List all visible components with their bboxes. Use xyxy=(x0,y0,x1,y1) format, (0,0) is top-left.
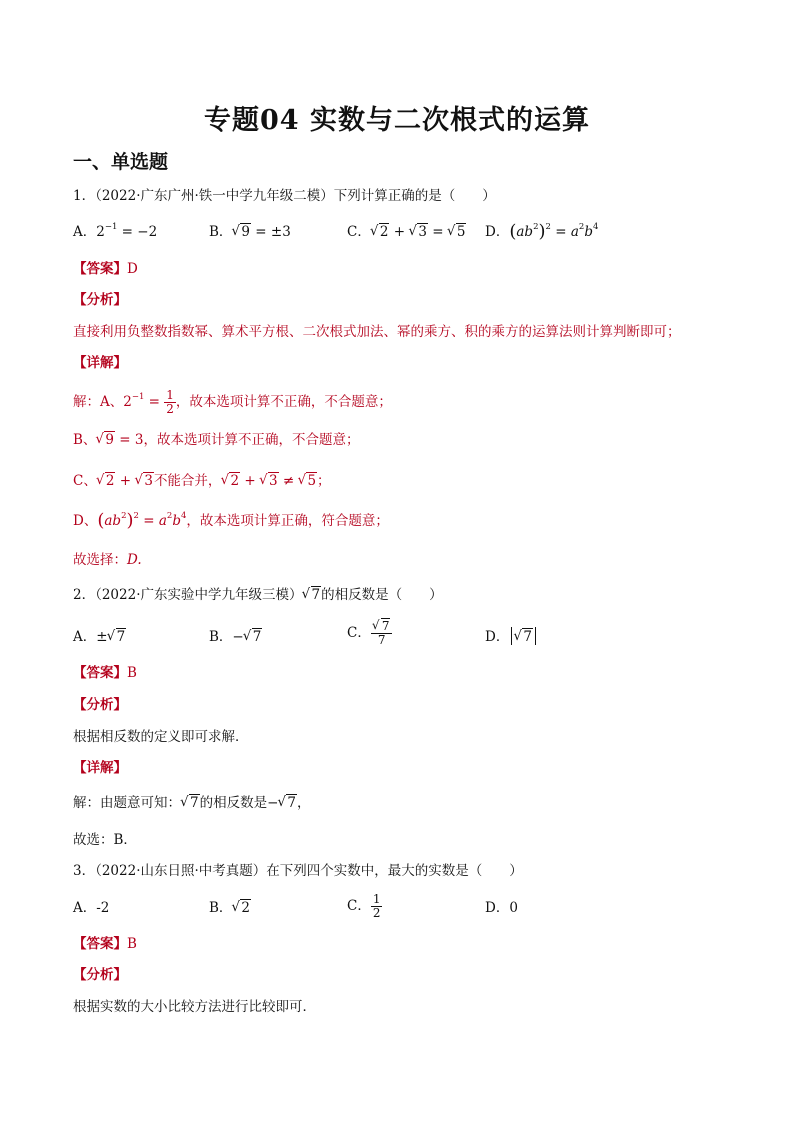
q1-detail-b: B、√ 9 = 3，故本选项计算不正确，不合题意； xyxy=(73,430,360,450)
q3-analysis-text: 根据实数的大小比较方法进行比较即可． xyxy=(73,999,316,1015)
q2-option-b: B．−√ 7 xyxy=(209,627,262,647)
q2-answer: 【答案】B xyxy=(73,665,137,681)
q2-analysis-heading: 【分析】 xyxy=(73,697,127,713)
q3-option-a: A．-2 xyxy=(73,900,110,916)
q2-option-c: C． √ $\frac{7}{7}$ xyxy=(347,620,392,647)
q3-option-b: B．√ 2 xyxy=(209,898,251,918)
q1-analysis-text: 直接利用负整数指数幂、算术平方根、二次根式加法、幂的乘方、积的乘方的运算法则计算判断即可； xyxy=(73,324,681,340)
q1-option-d: D．$(ab^2)^2 = a^2b^4$ xyxy=(485,221,599,242)
q1-analysis-heading: 【分析】 xyxy=(73,292,127,308)
q1-option-c: C．√ 2 + √ 3 = √ 5 xyxy=(347,222,466,242)
q2-detail-heading: 【详解】 xyxy=(73,760,127,776)
q2-option-a: A．±√ 7 xyxy=(73,627,126,647)
q1-detail-c: C、√ 2 + √ 3不能合并，√ 2 + √ 3 ≠ √ 5； xyxy=(73,471,331,491)
q2-conclusion: 故选：B． xyxy=(73,832,137,848)
page-title: 专题04 实数与二次根式的运算 xyxy=(204,105,590,136)
section-heading: 一、单选题 xyxy=(73,151,169,173)
q1-answer: 【答案】D xyxy=(73,261,138,277)
q2-detail: 解：由题意可知：√ 7的相反数是−√ 7， xyxy=(73,793,311,813)
q1-detail-heading: 【详解】 xyxy=(73,355,127,371)
q1-detail-a: 解：A、$2^{-1}$ = $\frac{1}{2}$ ，故本选项计算不正确，不合题意； xyxy=(73,388,392,416)
q3-analysis-heading: 【分析】 xyxy=(73,967,127,983)
q1-conclusion: 故选择：D. xyxy=(73,552,142,568)
q3-option-c: C． $\frac{1}{2}$ xyxy=(347,892,381,920)
q1-stem: 1．（2022·广东广州·铁一中学九年级二模）下列计算正确的是（ ） xyxy=(73,188,496,204)
q1-option-a: A．$2^{-1} = -2$ xyxy=(73,222,158,240)
q3-stem: 3．（2022·山东日照·中考真题）在下列四个实数中，最大的实数是（ ） xyxy=(73,863,523,879)
q3-answer: 【答案】B xyxy=(73,936,137,952)
q2-stem: 2．（2022·广东实验中学九年级三模）√ 7的相反数是（ ） xyxy=(73,585,443,605)
q2-analysis-text: 根据相反数的定义即可求解． xyxy=(73,729,249,745)
q1-detail-d: D、$(ab^2)^2 = a^2b^4$，故本选项计算正确，符合题意； xyxy=(73,510,389,531)
q3-option-d: D．0 xyxy=(485,900,518,916)
q1-option-b: B．√ 9 = ±3 xyxy=(209,222,291,242)
q2-option-d: D．√ 7 xyxy=(485,627,538,647)
